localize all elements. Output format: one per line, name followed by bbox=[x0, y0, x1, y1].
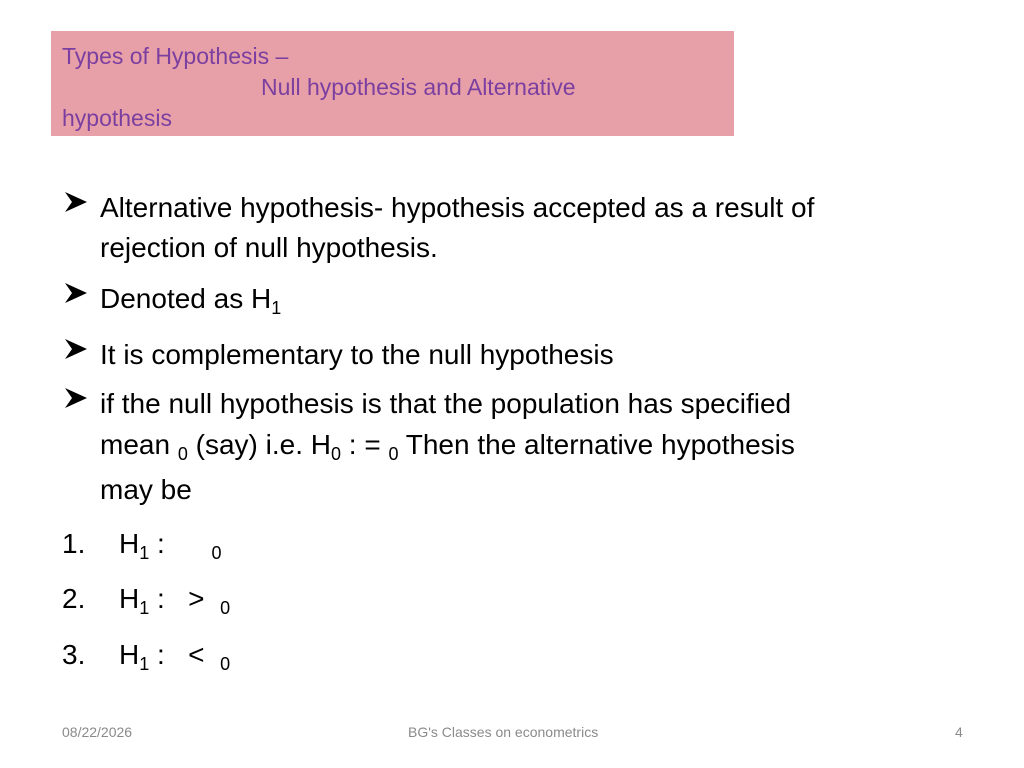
numbered-item-2: 2. $H_1$ : > $_0$ bbox=[62, 583, 231, 618]
title-line-1: Types of Hypothesis – bbox=[62, 43, 289, 69]
title-line-2: Null hypothesis and Alternative bbox=[261, 74, 576, 100]
numbered-item-1: 1. $H_1$ : $_0$ bbox=[62, 528, 222, 563]
bullet-text: Alternative hypothesis- hypothesis accepted as a result of rejection of null hypothesis. bbox=[100, 192, 815, 263]
numbered-item-3: 3. $H_1$ : < $_0$ bbox=[62, 639, 231, 674]
title-line-3: hypothesis bbox=[62, 105, 172, 131]
arrow-bullet-icon bbox=[62, 335, 90, 363]
bullet-text: Denoted as $H_1$ bbox=[100, 283, 282, 318]
footer-page-number: 4 bbox=[955, 724, 963, 740]
bullet-text: if the null hypothesis is that the population has specified mean $_0$ (say) i.e. $H_0$ : = $_0$ Then the alternative hypothesis may be bbox=[100, 388, 795, 505]
arrow-bullet-icon bbox=[62, 188, 90, 216]
bullet-text: It is complementary to the null hypothesis bbox=[100, 339, 614, 370]
footer-title: BG's Classes on econometrics bbox=[408, 724, 599, 740]
footer-date: 08/22/2026 bbox=[62, 724, 133, 740]
arrow-bullet-icon bbox=[62, 279, 90, 307]
arrow-bullet-icon bbox=[62, 384, 90, 412]
slide-title bbox=[51, 31, 734, 136]
